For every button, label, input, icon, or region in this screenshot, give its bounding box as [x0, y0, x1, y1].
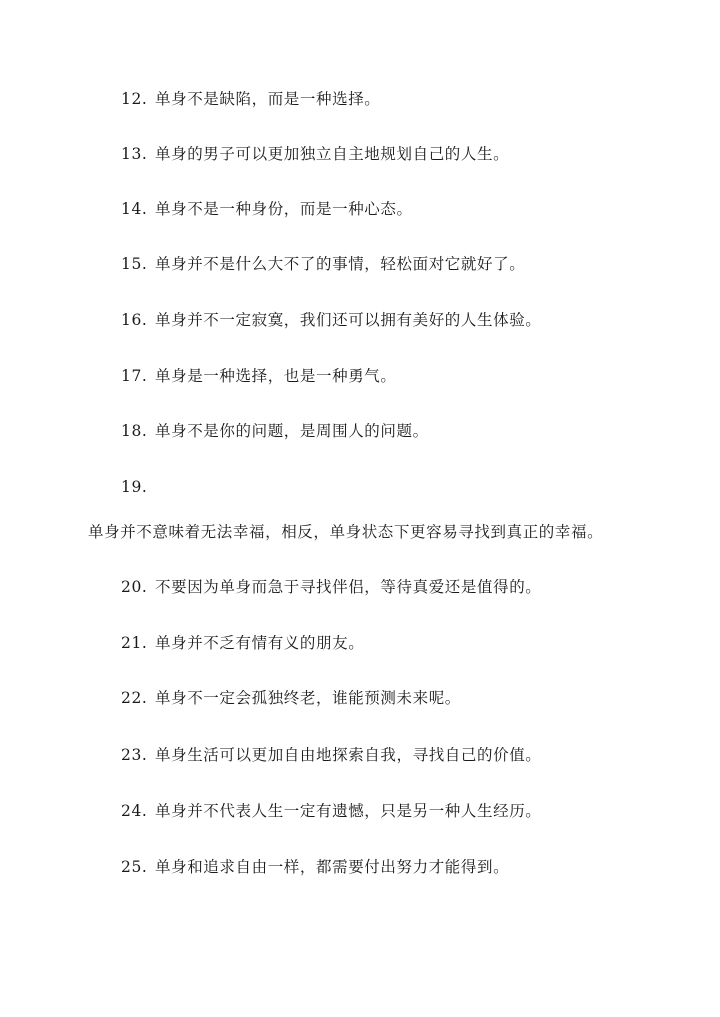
list-item [121, 310, 541, 330]
item-number: 20. [121, 578, 148, 596]
list-item [121, 89, 380, 109]
item-text: 单身并不代表人生一定有遗憾，只是另一种人生经历。 [155, 802, 542, 820]
item-number: 23. [121, 746, 148, 764]
list-item [121, 633, 364, 653]
item-text: 单身不一定会孤独终老，谁能预测未来呢。 [155, 689, 461, 707]
item-text: 不要因为单身而急于寻找伴侣，等待真爱还是值得的。 [155, 578, 542, 596]
item-number: 12. [121, 90, 148, 108]
item-text: 单身并不乏有情有义的朋友。 [155, 634, 365, 652]
item-number: 18. [121, 422, 148, 440]
list-item [121, 577, 541, 597]
item-text: 单身不是缺陷，而是一种选择。 [155, 90, 381, 108]
item-text: 单身和追求自由一样，都需要付出努力才能得到。 [155, 858, 510, 876]
item-number: 15. [121, 255, 148, 273]
item-text: 单身不是你的问题，是周围人的问题。 [155, 422, 429, 440]
item-text: 单身是一种选择，也是一种勇气。 [155, 367, 397, 385]
list-item [121, 254, 525, 274]
item-number: 19. [121, 478, 148, 496]
list-item-number-only [121, 477, 155, 497]
list-item [121, 199, 413, 219]
item-number: 17. [121, 367, 148, 385]
item-number: 16. [121, 311, 148, 329]
list-item [121, 857, 509, 877]
item-text: 单身生活可以更加自由地探索自我，寻找自己的价值。 [155, 746, 542, 764]
item-text: 单身并不是什么大不了的事情，轻松面对它就好了。 [155, 255, 526, 273]
list-item [121, 801, 541, 821]
list-item [121, 366, 397, 386]
item-number: 24. [121, 802, 148, 820]
item-text: 单身的男子可以更加独立自主地规划自己的人生。 [155, 145, 510, 163]
item-number: 14. [121, 200, 148, 218]
list-item [121, 688, 461, 708]
item-text: 单身并不意味着无法幸福，相反，单身状态下更容易寻找到真正的幸福。 [88, 523, 604, 541]
item-number: 21. [121, 634, 148, 652]
list-item [121, 745, 541, 765]
item-number: 25. [121, 858, 148, 876]
list-item [121, 421, 429, 441]
list-item-wrapped-text [88, 522, 603, 542]
item-number: 22. [121, 689, 148, 707]
item-number: 13. [121, 145, 148, 163]
item-text: 单身并不一定寂寞，我们还可以拥有美好的人生体验。 [155, 311, 542, 329]
item-text: 单身不是一种身份，而是一种心态。 [155, 200, 413, 218]
list-item [121, 144, 509, 164]
